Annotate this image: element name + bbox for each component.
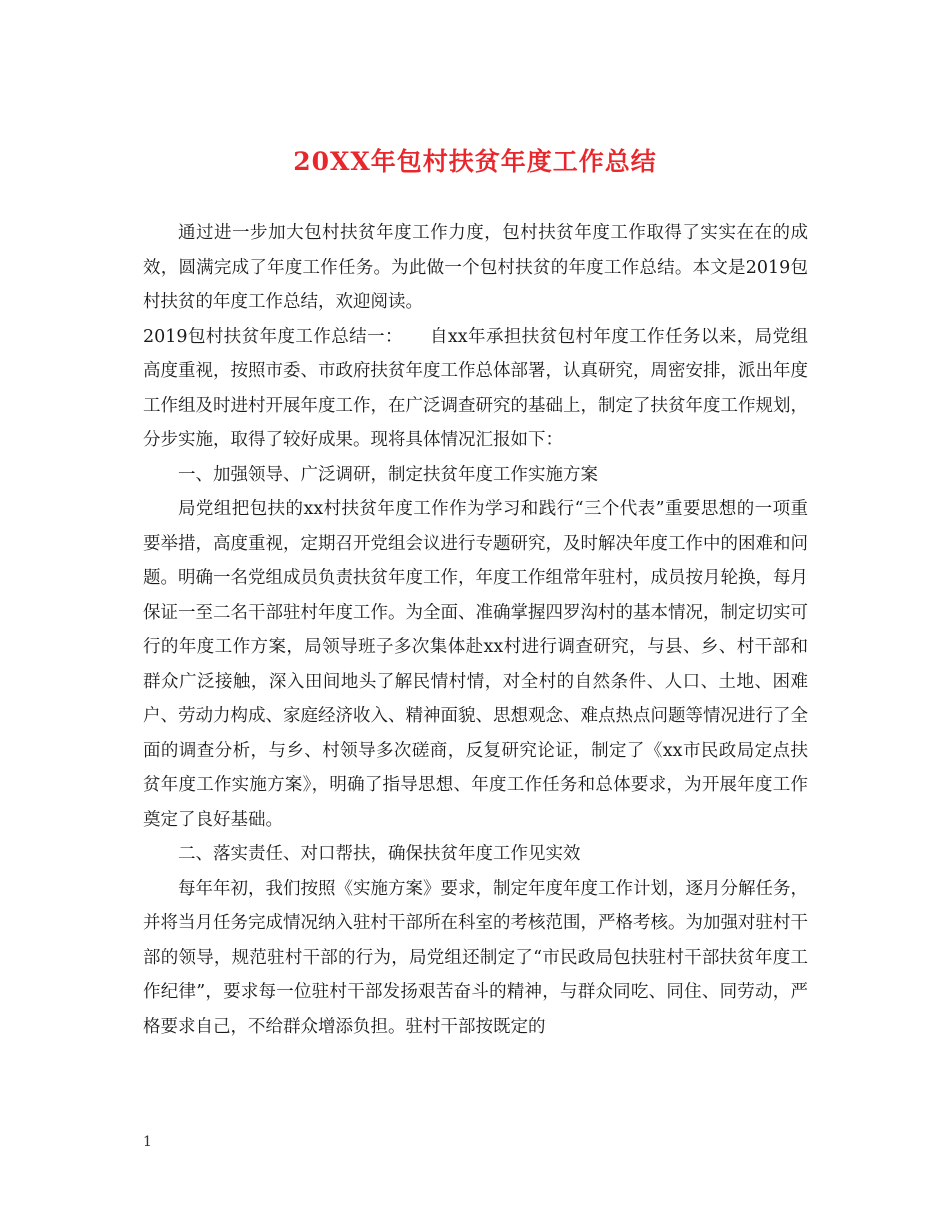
paragraph-intro: 通过进一步加大包村扶贫年度工作力度，包村扶贫年度工作取得了实实在在的成效，圆满完成了年度工作任务。为此做一个包村扶贫的年度工作总结。本文是2019包村扶贫的年度工作总结，欢迎阅读。 [143, 223, 808, 312]
section-heading-two: 二、落实责任、对口帮扶，确保扶贫年度工作见实效 [178, 844, 581, 864]
document-body [143, 216, 808, 1044]
document-title: 20XX年包村扶贫年度工作总结 [293, 147, 657, 176]
paragraph-section-two: 每年年初，我们按照《实施方案》要求，制定年度年度工作计划，逐月分解任务，并将当月任务完成情况纳入驻村干部所在科室的考核范围，严格考核。为加强对驻村干部的领导，规范驻村干部的行为，局党组还制定了“市民政局包扶驻村干部扶贫年度工作纪律”，要求每一位驻村干部发扬艰苦奋斗的精神，与群众同吃、同住、同劳动，严格要求自己，不给群众增添负担。驻村干部按既定的 [143, 878, 808, 1037]
paragraph-section-one: 局党组把包扶的xx村扶贫年度工作作为学习和践行“三个代表”重要思想的一项重要举措，高度重视，定期召开党组会议进行专题研究，及时解决年度工作中的困难和问题。明确一名党组成员负责扶贫年度工作，年度工作组常年驻村，成员按月轮换，每月保证一至二名干部驻村年度工作。为全面、准确掌握四罗沟村的基本情况，制定切实可行的年度工作方案，局领导班子多次集体赴xx村进行调查研究，与县、乡、村干部和群众广泛接触，深入田间地头了解民情村情，对全村的自然条件、人口、土地、困难户、劳动力构成、家庭经济收入、精神面貌、思想观念、难点热点问题等情况进行了全面的调查分析，与乡、村领导多次磋商，反复研究论证，制定了《xx市民政局定点扶贫年度工作实施方案》，明确了指导思想、年度工作任务和总体要求，为开展年度工作奠定了良好基础。 [143, 499, 808, 830]
paragraph-summary-one: 2019包村扶贫年度工作总结一： 自xx年承担扶贫包村年度工作任务以来，局党组高度重视，按照市委、市政府扶贫年度工作总体部署，认真研究，周密安排，派出年度工作组及时进村开展年度工作，在广泛调查研究的基础上，制定了扶贫年度工作规划，分步实施，取得了较好成果。现将具体情况汇报如下： [143, 326, 808, 450]
section-heading-one: 一、加强领导、广泛调研，制定扶贫年度工作实施方案 [178, 464, 598, 485]
page-number: 1 [143, 1134, 152, 1150]
